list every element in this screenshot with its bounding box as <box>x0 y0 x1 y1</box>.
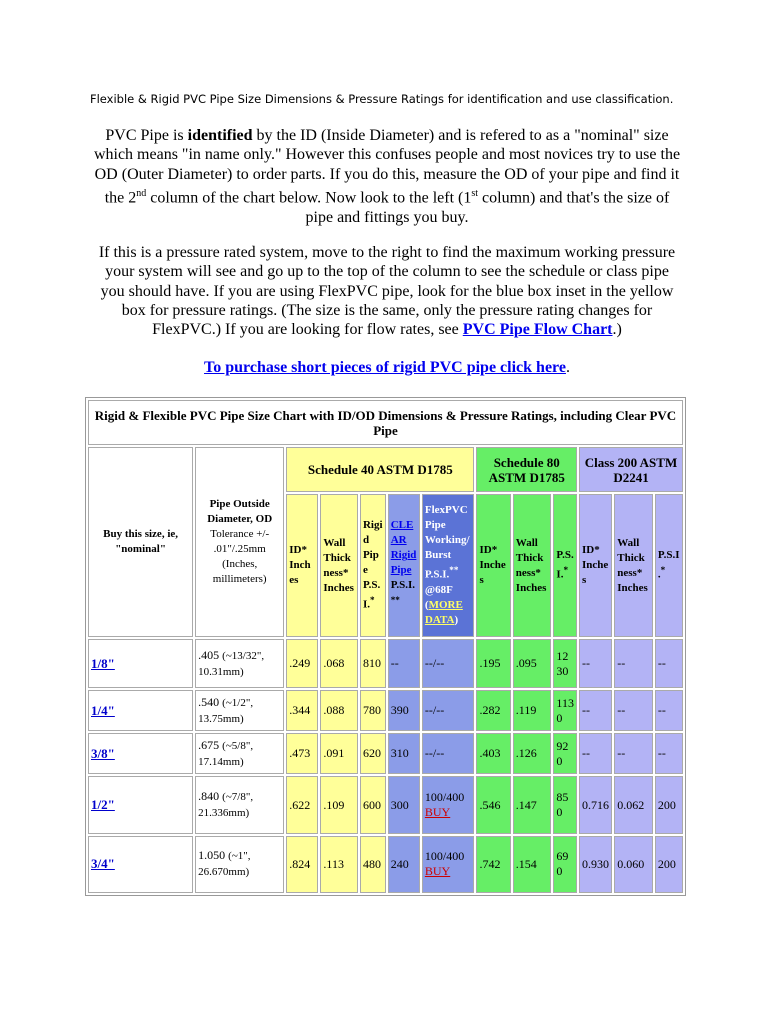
flex-psi-cell: --/-- <box>422 690 475 731</box>
sch40-psi-cell: 480 <box>360 836 386 893</box>
cl200-psi-cell: -- <box>655 639 683 688</box>
size-cell <box>88 690 193 731</box>
od-cell: .675 (~5/8", 17.14mm) <box>195 733 284 774</box>
clear-psi-header: CLEAR Rigid Pipe P.S.I.** <box>388 494 420 637</box>
size-link[interactable]: 1/4" <box>91 702 115 718</box>
sch80-wall-cell: .119 <box>513 690 552 731</box>
flex-psi-cell: 100/400 BUY <box>422 836 475 893</box>
sch40-psi-cell: 780 <box>360 690 386 731</box>
cl200-id-cell: -- <box>579 733 612 774</box>
sch80-wall-cell: .095 <box>513 639 552 688</box>
clear-psi-cell: 300 <box>388 776 420 833</box>
flex-buy-link[interactable]: BUY <box>424 805 451 819</box>
sch40-psi-cell: 620 <box>360 733 386 774</box>
sch80-wall-cell: .154 <box>513 836 552 893</box>
sch40-id-cell: .622 <box>286 776 318 833</box>
sch40-id-header: ID* Inches <box>286 494 318 637</box>
sch40-wall-cell: .109 <box>320 776 358 833</box>
sch40-wall-cell: .068 <box>320 639 358 688</box>
size-link[interactable]: 1/8" <box>91 655 115 671</box>
cl200-wall-cell: -- <box>614 639 653 688</box>
flex-psi-cell: --/-- <box>422 733 475 774</box>
sch40-psi-cell: 600 <box>360 776 386 833</box>
buy-size-header: Buy this size, ie, "nominal" <box>88 447 193 637</box>
od-cell: .840 (~7/8", 21.336mm) <box>195 776 284 833</box>
cl200-id-cell: 0.930 <box>579 836 612 893</box>
sch80-wall-header: Wall Thickness* Inches <box>513 494 552 637</box>
flex-buy-link[interactable]: BUY <box>424 864 451 879</box>
cl200-wall-cell: 0.062 <box>614 776 653 833</box>
intro-paragraph: PVC Pipe is identified by the ID (Inside Diameter) and is refered to as a "nominal" size which means "in name only." However this confuses people and most novices try to use the OD (Outer Diameter) to order parts. If you do this, measure the OD of your pipe and find it the 2nd column of the chart below. Now look to the left (1st column) and that's the size of pipe and fittings you buy. <box>93 127 681 226</box>
cl200-id-cell: -- <box>579 690 612 731</box>
schedule-80-header: Schedule 80 ASTM D1785 <box>476 447 577 492</box>
od-cell: .405 (~13/32", 10.31mm) <box>195 639 284 688</box>
size-link[interactable]: 3/4" <box>91 856 115 872</box>
sch80-psi-cell: 850 <box>553 776 577 833</box>
flex-psi-header: FlexPVC Pipe Working/Burst P.S.I.** @68F (MORE DATA) <box>422 494 475 637</box>
table-row <box>88 733 683 774</box>
pressure-paragraph: If this is a pressure rated system, move to the right to find the maximum working pressure your system will see and go up to the top of the column to see the schedule or class pipe you should have. If you are using FlexPVC pipe, look for the blue box inset in the yellow box for pressure ratings. (The size is the same, only the pressure rating changes for FlexPVC.) If you are looking for flow rates, see PVC Pipe Flow Chart.) <box>98 244 676 339</box>
cl200-wall-cell: 0.060 <box>614 836 653 893</box>
cl200-psi-cell: 200 <box>655 776 683 833</box>
cl200-id-cell: -- <box>579 639 612 688</box>
sch80-psi-cell: 690 <box>553 836 577 893</box>
cl200-wall-cell: -- <box>614 690 653 731</box>
purchase-link[interactable]: To purchase short pieces of rigid PVC pipe click here <box>204 359 566 376</box>
sch40-wall-cell: .113 <box>320 836 358 893</box>
sch80-id-header: ID* Inches <box>476 494 510 637</box>
od-cell: 1.050 (~1", 26.670mm) <box>195 836 284 893</box>
table-row <box>88 776 683 833</box>
cl200-psi-cell: -- <box>655 690 683 731</box>
flex-psi-cell: 100/400 BUY <box>422 776 475 833</box>
cl200-psi-header: P.S.I.* <box>655 494 683 637</box>
size-cell <box>88 639 193 688</box>
sch40-id-cell: .473 <box>286 733 318 774</box>
purchase-line: To purchase short pieces of rigid PVC pipe click here. <box>204 359 570 376</box>
flex-psi-cell: --/-- <box>422 639 475 688</box>
cl200-psi-cell: 200 <box>655 836 683 893</box>
size-link[interactable]: 3/8" <box>91 745 115 761</box>
sch40-wall-cell: .088 <box>320 690 358 731</box>
size-link[interactable]: 1/2" <box>91 797 115 812</box>
sch80-psi-header: P.S.I.* <box>553 494 577 637</box>
sch80-id-cell: .195 <box>476 639 510 688</box>
sch80-id-cell: .403 <box>476 733 510 774</box>
schedule-40-header: Schedule 40 ASTM D1785 <box>286 447 474 492</box>
sch80-psi-cell: 920 <box>553 733 577 774</box>
sch80-id-cell: .546 <box>476 776 510 833</box>
table-row <box>88 639 683 688</box>
sch40-psi-cell: 810 <box>360 639 386 688</box>
cl200-id-cell: 0.716 <box>579 776 612 833</box>
clear-psi-cell: 310 <box>388 733 420 774</box>
cl200-id-header: ID* Inches <box>579 494 612 637</box>
sch80-id-cell: .282 <box>476 690 510 731</box>
sch80-id-cell: .742 <box>476 836 510 893</box>
clear-psi-cell: 240 <box>388 836 420 893</box>
pipe-size-chart <box>85 397 686 896</box>
cl200-wall-cell: -- <box>614 733 653 774</box>
sch40-wall-cell: .091 <box>320 733 358 774</box>
table-row <box>88 690 683 731</box>
sch80-wall-cell: .126 <box>513 733 552 774</box>
size-cell <box>88 836 193 893</box>
sch40-id-cell: .344 <box>286 690 318 731</box>
clear-psi-cell: -- <box>388 639 420 688</box>
more-data-link[interactable]: MORE DATA <box>424 599 463 627</box>
class-200-header: Class 200 ASTM D2241 <box>579 447 683 492</box>
od-cell: .540 (~1/2", 13.75mm) <box>195 690 284 731</box>
sch40-psi-header: Rigid Pipe P.S.I.* <box>360 494 386 637</box>
od-header: Pipe Outside Diameter, OD Tolerance +/- .01"/.25mm (Inches, millimeters) <box>195 447 284 637</box>
flow-chart-link[interactable]: PVC Pipe Flow Chart <box>462 321 613 339</box>
size-cell <box>88 733 193 774</box>
sch40-id-cell: .824 <box>286 836 318 893</box>
sch40-id-cell: .249 <box>286 639 318 688</box>
clear-psi-cell: 390 <box>388 690 420 731</box>
sch80-psi-cell: 1230 <box>553 639 577 688</box>
sch40-wall-header: Wall Thickness* Inches <box>320 494 358 637</box>
cl200-psi-cell: -- <box>655 733 683 774</box>
table-row <box>88 836 683 893</box>
chart-caption: Rigid & Flexible PVC Pipe Size Chart with ID/OD Dimensions & Pressure Ratings, including Clear PVC Pipe <box>88 400 683 445</box>
cl200-wall-header: Wall Thickness* Inches <box>614 494 653 637</box>
sch80-psi-cell: 1130 <box>553 690 577 731</box>
page-title: Flexible & Rigid PVC Pipe Size Dimensions & Pressure Ratings for identification and use classification. <box>90 92 674 106</box>
size-cell <box>88 776 193 833</box>
sch80-wall-cell: .147 <box>513 776 552 833</box>
clear-pipe-link[interactable]: CLEAR Rigid Pipe <box>390 519 417 577</box>
